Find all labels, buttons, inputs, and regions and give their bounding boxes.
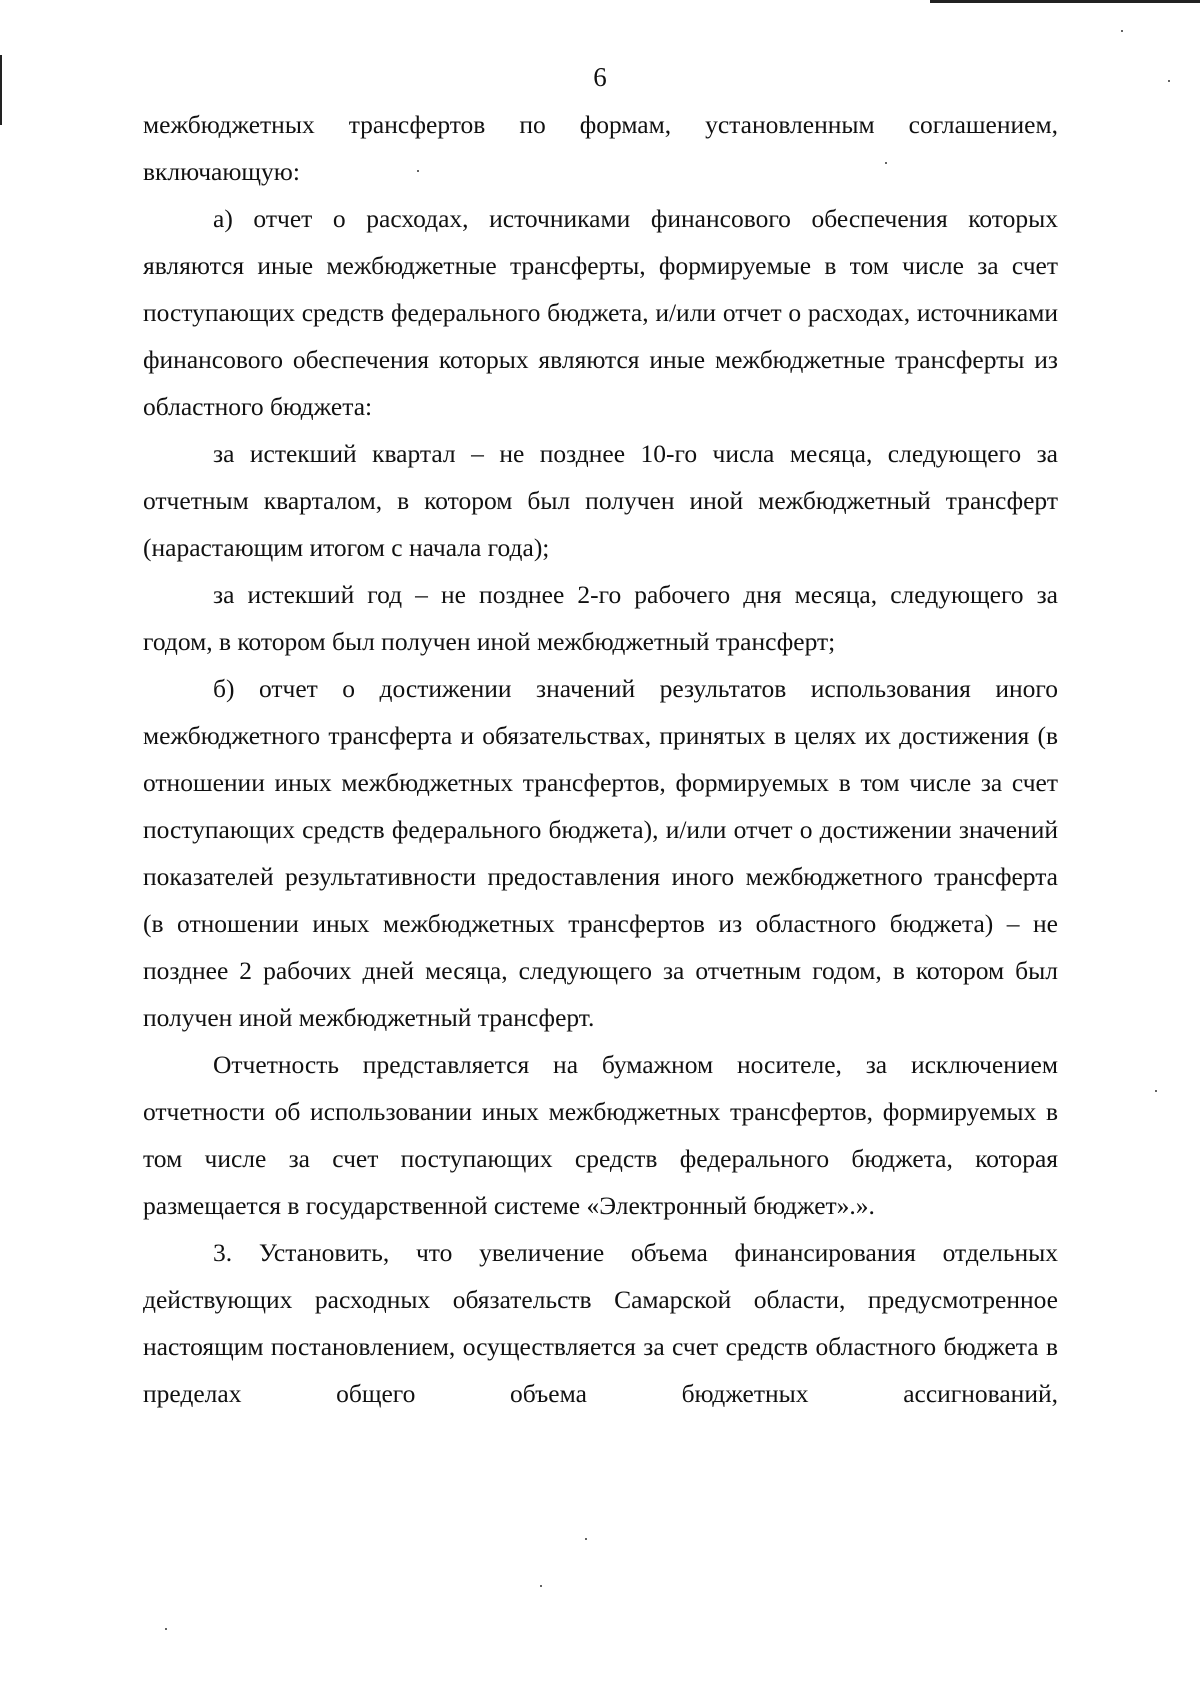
- scan-edge-mark: [930, 0, 1200, 3]
- paragraph: Отчетность представляется на бумажном носителе, за исключением отчетности об использовании иных межбюджетных трансфертов, формируемых в том числе за счет поступающих средств федерального бюджета, которая размещается в государственной системе «Электронный бюджет».».: [143, 1050, 1058, 1220]
- paragraph: за истекший квартал – не позднее 10-го числа месяца, следующего за отчетным кварталом, в котором был получен иной межбюджетный трансферт (нарастающим итогом с начала года);: [143, 439, 1058, 562]
- document-body: [143, 101, 1058, 1417]
- scan-speck: [585, 1538, 587, 1540]
- paragraph: 3. Установить, что увеличение объема финансирования отдельных действующих расходных обязательств Самарской области, предусмотренное настоящим постановлением, осуществляется за счет средств областного бюджета в пределах общего объема бюджетных ассигнований,: [143, 1238, 1058, 1408]
- paragraph: б) отчет о достижении значений результатов использования иного межбюджетного трансферта и обязательствах, принятых в целях их достижения (в отношении иных межбюджетных трансфертов, формируемых в том числе за счет поступающих средств федерального бюджета), и/или отчет о достижении значений показателей результативности предоставления иного межбюджетного трансферта (в отношении иных межбюджетных трансфертов из областного бюджета) – не позднее 2 рабочих дней месяца, следующего за отчетным годом, в котором был получен иной межбюджетный трансферт.: [143, 674, 1058, 1032]
- paragraph: межбюджетных трансфертов по формам, установленным соглашением, включающую:: [143, 110, 1058, 186]
- paragraph: за истекший год – не позднее 2-го рабочего дня месяца, следующего за годом, в котором был получен иной межбюджетный трансферт;: [143, 580, 1058, 656]
- paragraph: а) отчет о расходах, источниками финансового обеспечения которых являются иные межбюджетные трансферты, формируемые в том числе за счет поступающих средств федерального бюджета, и/или отчет о расходах, источниками финансового обеспечения которых являются иные межбюджетные трансферты из областного бюджета:: [143, 204, 1058, 421]
- scan-speck: [1155, 1090, 1157, 1092]
- page-number: 6: [593, 62, 607, 92]
- scan-speck: [1121, 30, 1123, 32]
- scan-speck: [540, 1585, 542, 1587]
- scan-speck: [165, 1628, 167, 1630]
